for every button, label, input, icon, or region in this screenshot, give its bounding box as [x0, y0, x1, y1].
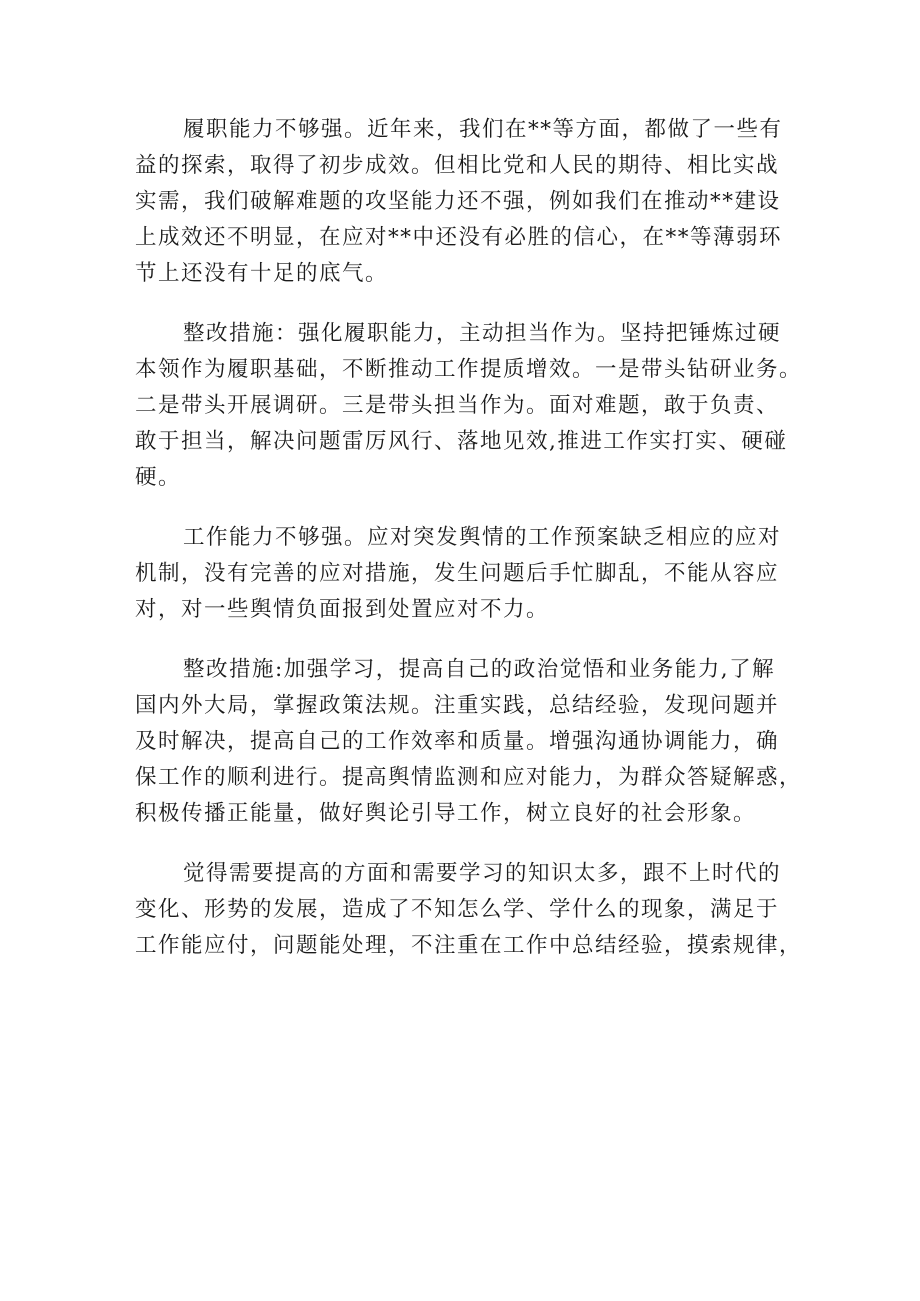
- text-line: 觉得需要提高的方面和需要学习的知识太多，跟不上时代的: [183, 861, 782, 886]
- text-line: 实需，我们破解难题的攻坚能力还不强，例如我们在推动**建设: [135, 189, 781, 214]
- text-line: 本领作为履职基础，不断推动工作提质增效。一是带头钻研业务。: [135, 357, 803, 382]
- text-line: 及时解决，提高自己的工作效率和质量。增强沟通协调能力，确: [135, 729, 780, 754]
- text-line: 节上还没有十足的底气。: [135, 261, 389, 286]
- text-line: 履职能力不够强。近年来，我们在**等方面，都做了一些有: [183, 117, 783, 142]
- text-line: 益的探索，取得了初步成效。但相比党和人民的期待、相比实战: [135, 153, 780, 178]
- text-line: 机制，没有完善的应对措施，发生问题后手忙脚乱，不能从容应: [135, 561, 780, 586]
- paragraph-performance-capability: [135, 112, 795, 292]
- text-line: 变化、形势的发展，造成了不知怎么学、学什么的现象，满足于: [135, 897, 780, 922]
- text-line: 二是带头开展调研。三是带头担当作为。面对难题，敢于负责、: [135, 393, 780, 418]
- text-line: 上成效还不明显，在应对**中还没有必胜的信心，在**等薄弱环: [135, 225, 783, 250]
- paragraph-rectification-measures-1: [135, 316, 803, 496]
- paragraph-learning-needs: [135, 856, 803, 964]
- text-line: 敢于担当，解决问题雷厉风行、落地见效,推进工作实打实、硬碰: [135, 429, 788, 454]
- paragraph-rectification-measures-2: [135, 652, 803, 832]
- text-line: 工作能力不够强。应对突发舆情的工作预案缺乏相应的应对: [183, 525, 782, 550]
- text-line: 整改措施：强化履职能力，主动担当作为。坚持把锤炼过硬: [183, 321, 782, 346]
- text-line: 整改措施:加强学习，提高自己的政治觉悟和业务能力,了解: [183, 657, 776, 682]
- paragraph-work-capability: [135, 520, 795, 628]
- text-line: 保工作的顺利进行。提高舆情监测和应对能力，为群众答疑解惑，: [135, 765, 803, 790]
- text-line: 硬。: [135, 465, 182, 490]
- text-line: 国内外大局，掌握政策法规。注重实践，总结经验，发现问题并: [135, 693, 780, 718]
- document-body: [135, 112, 803, 988]
- text-line: 对，对一些舆情负面报到处置应对不力。: [135, 597, 550, 622]
- text-line: 工作能应付，问题能处理，不注重在工作中总结经验，摸索规律，: [135, 933, 803, 958]
- text-line: 积极传播正能量，做好舆论引导工作，树立良好的社会形象。: [135, 801, 757, 826]
